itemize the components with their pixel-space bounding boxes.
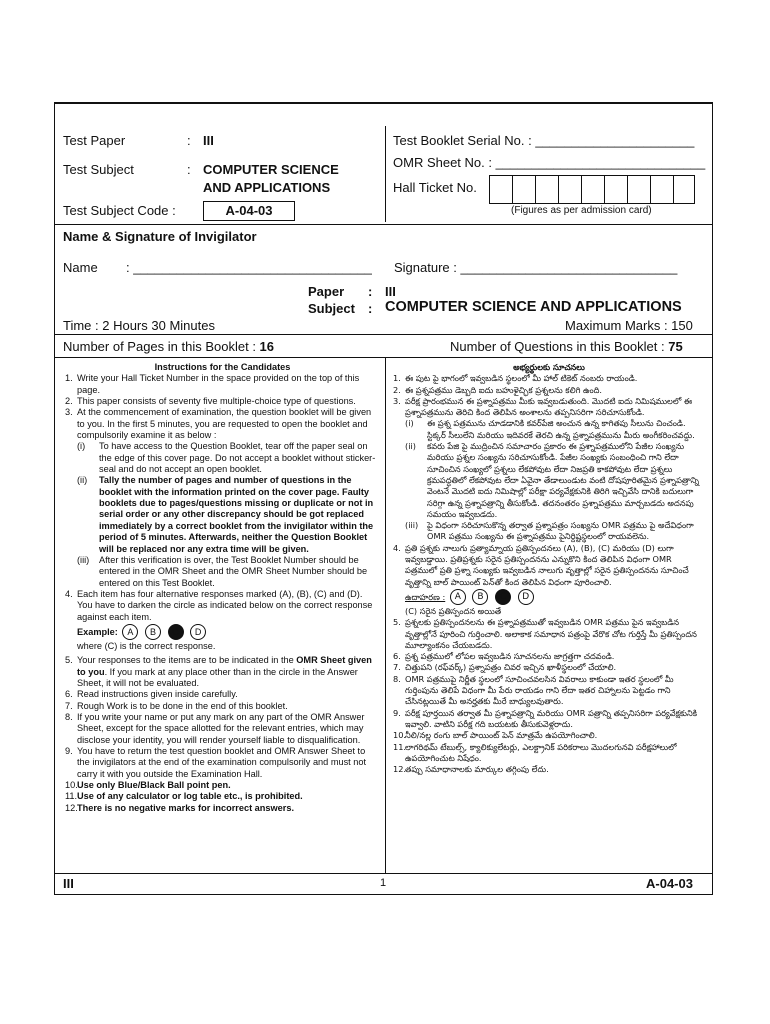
hall-ticket-digit-box xyxy=(558,175,582,204)
footer-subject-code: A-04-03 xyxy=(646,876,693,891)
subject-value: COMPUTER SCIENCE AND APPLICATIONS xyxy=(385,299,682,315)
instruction-item: 12. తప్పు సమాధానాలకు మార్కుల తగ్గింపు లేదు. xyxy=(393,764,549,775)
test-subject-value-line2: AND APPLICATIONS xyxy=(203,180,331,195)
test-subject-value-line1: COMPUTER SCIENCE xyxy=(203,162,339,177)
top-border xyxy=(54,102,713,104)
option-d-circle: D xyxy=(518,589,534,605)
instruction-subitem: (i) ఈ ప్రశ్న పత్రమును చూడడానికి కవర్‌పేజి అంచున ఉన్న కాగితపు సీలును చించండి. స్టిక్కర్ సీలులేని మరియు ఇదివరకే తెరచి ఉన్న ప్రశ్నాపత్రమును మీరు అంగీకరించవద్దు. xyxy=(405,418,695,440)
instruction-subitem: (ii) కవరు పేజి పై ముద్రించిన సమాచారం ప్రకారం ఈ ప్రశ్నాపత్రములోని పేజీల సంఖ్యను మరియు ప్రశ్నల సంఖ్యను సరిచూసుకోండి. పేజీల సంఖ్యకు సంబంధించి గాని లేదా సూచించిన సంఖ్యలో ప్రశ్నలు లేకపోవుట లేదా నిజప్రతి కాకపోవుట లేదా ప్రశ్నలు క్రమపద్ధతిలో లేకపోవుట లేదా ఏవైనా తేడాలుండుట వంటి దోషపూరితమైన ప్రశ్నాపత్రాన్ని వెంటనే మొదటి ఐదు నిమిషాల్లో పరీక్షా పర్యవేక్షకునికి తిరిగి ఇచ్చివేసి దానికి బదులుగా సరిగ్గా ఉన్న ప్రశ్నాపత్రాన్ని తీసుకోండి. తదనంతరం ప్రశ్నాపత్రము మార్చబడదు అదనపు సమయం ఇవ్వబడదు. xyxy=(405,441,700,519)
info-rule-bottom xyxy=(54,357,713,358)
instructions-telugu-title: అభ్యర్థులకు సూచనలు xyxy=(513,362,585,372)
test-subject-label: Test Subject xyxy=(63,162,134,177)
example-label: Example: xyxy=(77,626,118,637)
test-paper-label: Test Paper xyxy=(63,133,126,148)
test-booklet-serial-field: Test Booklet Serial No. : ______________________ xyxy=(393,133,695,148)
test-subject-code-label: Test Subject Code : xyxy=(63,203,176,218)
instruction-item: 8. OMR పత్రముపై నిర్ణీత స్థలంలో సూచించవలసిన వివరాలు కాకుండా ఇతర స్థలంలో మీ గుర్తింపును తెలిపే విధంగా మీ పేరు రాయడం గాని లేదా ఇతర చిహ్నాలను పెట్టడం గాని చేసినట్లయితే మీ అనర్హతకు మీరే బాధ్యులవుతారు. xyxy=(393,673,674,707)
instruction-item: 10. నీలి/నల్ల రంగు బాల్ పాయింట్ పెన్ మాత్రమే ఉపయోగించాలి. xyxy=(393,730,598,741)
instructions-telugu xyxy=(393,362,705,775)
example-row xyxy=(393,588,705,606)
example-label: ఉదాహరణ : xyxy=(405,591,446,602)
option-a-circle: A xyxy=(122,624,138,640)
maximum-marks: Maximum Marks : 150 xyxy=(565,318,693,333)
example-row xyxy=(65,623,380,641)
questions-value: 75 xyxy=(668,339,683,354)
footer-rule xyxy=(54,873,713,874)
option-b-circle: B xyxy=(472,589,488,605)
instruction-subitem: (ii) Tally the number of pages and number of questions in the booklet with the information printed on the cover page. Faulty booklets due to pages/questions missing or duplicate or not in serial order or any other discrepancy should be got replaced immediately by a correct booklet from the invigilator within the period of 5 minutes. Afterwards, neither the Question Booklet will be replaced nor any extra time will be given. xyxy=(77,475,374,554)
option-a-circle: A xyxy=(450,589,466,605)
hall-ticket-digit-box xyxy=(604,175,628,204)
instruction-item: 7. Rough Work is to be done in the end of this booklet. xyxy=(65,700,288,711)
hall-ticket-digit-box xyxy=(650,175,674,204)
time-allowed: Time : 2 Hours 30 Minutes xyxy=(63,318,215,333)
instruction-item: 5. Your responses to the items are to be indicated in the OMR Sheet given to you. If you mark at any place other than in the circle in the Answer Sheet, it will not be evaluated. xyxy=(65,655,372,688)
instruction-item: 4. ప్రతి ప్రశ్నకు నాలుగు ప్రత్యామ్నాయ ప్రతిస్పందనలు (A), (B), (C) మరియు (D) లుగా ఇవ్వబడ్డాయి. ప్రతిప్రశ్నకు సరైన ప్రతిస్పందనను ఎన్నుకొని కింద తెలిపిన విధంగా OMR పత్రములో ప్రతి ప్రశ్నా సంఖ్యకు ఇవ్వబడిన నాలుగు వృత్తాల్లో సరైన ప్రతిస్పందనను సూచించే వృత్తాన్ని బాల్ పాయింట్ పెన్‌తో కింద తెలిపిన విధంగా పూరించాలి. xyxy=(393,542,689,587)
option-c-filled-circle: C xyxy=(168,624,184,640)
example-note: where (C) is the correct response. xyxy=(77,640,216,651)
page-number: 1 xyxy=(380,877,387,889)
instruction-item: 11. Use of any calculator or log table etc., is prohibited. xyxy=(65,791,303,802)
instruction-subitem: (i) To have access to the Question Booklet, tear off the paper seal on the edge of this cover page. Do not accept a booklet without sticker-seal and do not accept an open booklet. xyxy=(77,441,376,475)
pages-value: 16 xyxy=(259,339,275,354)
header-rule xyxy=(54,224,713,225)
test-subject-code-box: A-04-03 xyxy=(203,201,295,221)
subject-label: Subject xyxy=(308,301,355,316)
instruction-item: 2. This paper consists of seventy five multiple-choice type of questions. xyxy=(65,396,356,407)
info-rule-top xyxy=(54,334,713,335)
hall-ticket-digit-box xyxy=(489,175,513,204)
instruction-item: 9. You have to return the test question booklet and OMR Answer Sheet to the invigilators at the end of the examination compulsorily and must not carry it with you outside the Examination Hall. xyxy=(65,746,367,779)
colon: : xyxy=(368,301,373,316)
instructions-divider xyxy=(385,357,386,873)
instruction-item: 1. Write your Hall Ticket Number in the space provided on the top of this page. xyxy=(65,373,360,395)
omr-sheet-number-field: OMR Sheet No. : _____________________________ xyxy=(393,155,706,170)
instruction-item: 7. చిత్తుపని (రఫ్‌వర్క్) ప్రశ్నాపత్రం చివర ఇచ్చిన ఖాళీస్థలంలో చేయాలి. xyxy=(393,662,617,673)
instruction-item: 11. లాగరిథమ్ టేబుల్స్, క్యాలిక్యులేటర్లు, ఎలక్ట్రానిక్ పరికరాలు మొదలగునవి పరీక్షహాలులో ఉపయోగించుట నిషేధం. xyxy=(393,741,677,763)
hall-ticket-digit-box xyxy=(673,175,695,204)
instruction-item: 3. పరీక్ష ప్రారంభమున ఈ ప్రశ్నాపత్రము మీకు ఇవ్వబడుతుంది. మొదటి ఐదు నిమిషములలో ఈ ప్రశ్నాపత్రమును తెరిచి కింద తెలిపిన అంశాలను తప్పనిసరిగా సరిచూసుకోండి. xyxy=(393,395,693,418)
instruction-item: 6. ప్రశ్న పత్రములో లోపల ఇవ్వబడిన సూచనలను జాగ్రత్తగా చదవండి. xyxy=(393,651,615,662)
option-d-circle: D xyxy=(190,624,206,640)
instruction-item: 2. ఈ ప్రశ్నపత్రము డెబ్బది ఐదు బహుళైచ్ఛిక ప్రశ్నలను కలిగి ఉంది. xyxy=(393,384,603,395)
instruction-item: 8. If you write your name or put any mark on any part of the OMR Answer Sheet, except for the space allotted for the relevant entries, which may disclose your identity, you will render yourself liable to disqualification. xyxy=(65,711,365,745)
footer-paper-code: III xyxy=(63,876,74,891)
instruction-subitem: (iii) After this verification is over, the Test Booklet Number should be entered in the OMR Sheet and the OMR Sheet Number should be entered on this Test Booklet. xyxy=(77,554,368,588)
pages-label: Number of Pages in this Booklet : xyxy=(63,339,260,354)
name-line: : _________________________________ xyxy=(126,260,372,275)
test-paper-value: III xyxy=(203,133,214,148)
name-label: Name xyxy=(63,260,98,275)
paper-value: III xyxy=(385,284,396,299)
invigilator-heading: Name & Signature of Invigilator xyxy=(63,229,257,244)
hall-ticket-digit-box xyxy=(512,175,536,204)
instruction-item: 3. At the commencement of examination, the question booklet will be given to you. In the first 5 minutes, you are requested to open the booklet and compulsorily examine it as below : xyxy=(65,407,372,441)
option-b-circle: B xyxy=(145,624,161,640)
instruction-item: 6. Read instructions given inside carefully. xyxy=(65,689,238,700)
header-divider xyxy=(385,126,386,222)
colon: : xyxy=(187,133,191,148)
colon: : xyxy=(187,162,191,177)
instruction-item: 4. Each item has four alternative responses marked (A), (B), (C) and (D). You have to darken the circle as indicated below on the correct response against each item. xyxy=(65,588,373,622)
instructions-english-title: Instructions for the Candidates xyxy=(154,362,291,372)
option-c-filled-circle: C xyxy=(495,589,511,605)
hall-ticket-digit-box xyxy=(581,175,605,204)
signature-line: Signature : ______________________________ xyxy=(394,260,678,275)
questions-label: Number of Questions in this Booklet : xyxy=(450,339,669,354)
colon: : xyxy=(368,284,373,299)
instruction-item: 10. Use only Blue/Black Ball point pen. xyxy=(65,780,231,791)
example-note: (C) సరైన ప్రతిస్పందన అయితే xyxy=(405,605,502,616)
hall-ticket-digit-box xyxy=(535,175,559,204)
hall-ticket-label: Hall Ticket No. xyxy=(393,180,477,195)
hall-ticket-note: (Figures as per admission card) xyxy=(511,205,652,216)
instruction-item: 5. ప్రశ్నలకు ప్రతిస్పందనలను ఈ ప్రశ్నాపత్రముతో ఇవ్వబడిన OMR పత్రము పైన ఇవ్వబడిన వృత్తాల్లోనే పూరించి గుర్తించాలి. అలాకాక సమాధాన పత్రంపై వేరొక చోట గుర్తిస్తే మీ ప్రతిస్పందన మూల్యాంకనం చేయబడదు. xyxy=(393,617,697,650)
instruction-item: 9. పరీక్ష పూర్తయిన తర్వాత మీ ప్రశ్నాపత్రాన్ని మరియు OMR పత్రాన్ని తప్పనిసరిగా పర్యవేక్షకునికి ఇవ్వాలి. వాటిని పరీక్ష గది బయటకు తీసుకువెళ్లరాదు. xyxy=(393,707,697,729)
instructions-english xyxy=(65,362,380,814)
paper-label: Paper xyxy=(308,284,345,299)
instruction-subitem: (iii) పై విధంగా సరిచూసుకొన్న తర్వాత ప్రశ్నాపత్రం సంఖ్యను OMR పత్రము పై అదేవిధంగా OMR పత్రము సంఖ్యను ఈ ప్రశ్నాపత్రము పైనిర్దిష్టస్థలంలో రాయవలెను. xyxy=(405,520,694,542)
instruction-item: 1. ఈ పుట పై భాగంలో ఇవ్వబడిన స్థలంలో మీ హాల్ టికెట్ నంబరు రాయండి. xyxy=(393,373,638,384)
instruction-item: 12. There is no negative marks for incorrect answers. xyxy=(65,802,295,813)
hall-ticket-digit-box xyxy=(627,175,651,204)
